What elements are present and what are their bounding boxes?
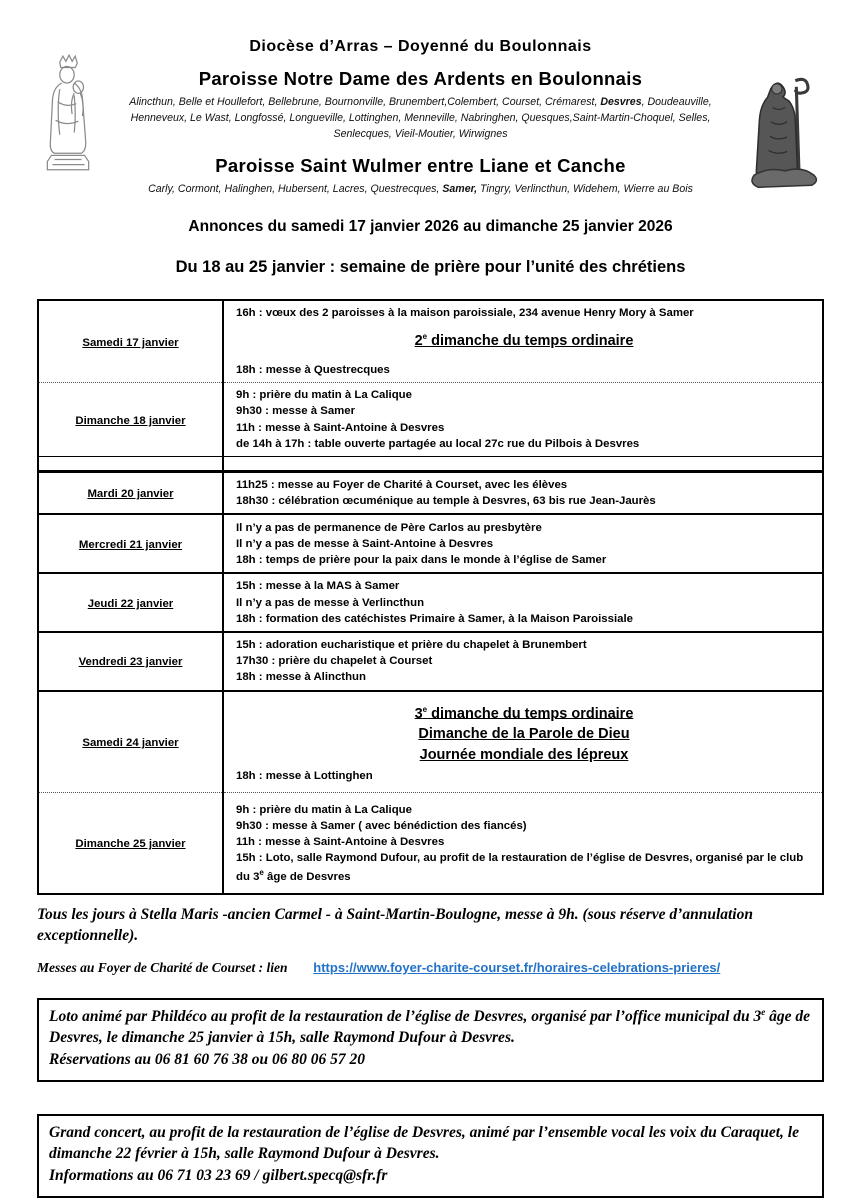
text-segment: 18h : formation des catéchistes Primaire à Samer, à la Maison Paroissiale: [236, 612, 633, 625]
date-label: Samedi 17 janvier: [82, 336, 179, 349]
text-segment: Il n’y a pas de messe à Verlincthun: [236, 596, 425, 609]
table-row: [38, 793, 823, 894]
header: [37, 30, 824, 201]
stella-maris-note: Tous les jours à Stella Maris -ancien Carmel - à Saint-Martin-Boulogne, messe à 9h. (sous réserve d’annulation exceptionnelle).: [37, 905, 753, 944]
announcements-title: Annonces du samedi 17 janvier 2026 au dimanche 25 janvier 2026: [188, 218, 673, 235]
unity-week-title: Du 18 au 25 janvier : semaine de prière pour l’unité des chrétiens: [175, 258, 686, 276]
header-text-block: [99, 30, 742, 198]
liturgical-heading: [236, 705, 812, 722]
events-cell: [223, 691, 823, 793]
schedule-table: [37, 299, 824, 895]
courset-masses-label: Messes au Foyer de Charité de Courset : lien: [37, 959, 288, 975]
text-segment: Loto animé par Phildéco au profit de la restauration de l’église de Desvres, organisé par l’office municipal du 3: [49, 1007, 762, 1025]
event-line: [236, 493, 812, 509]
text-segment: Il n’y a pas de messe à Saint-Antoine à Desvres: [236, 537, 494, 550]
event-line: [236, 536, 812, 552]
text-segment: 9h : prière du matin à La Calique: [236, 803, 412, 816]
text-segment: 11h : messe à Saint-Antoine à Desvres: [236, 421, 445, 434]
text-segment: 16h : vœux des 2 paroisses à la maison paroissiale, 234 avenue Henry Mory à Samer: [236, 307, 694, 319]
parish2-name: Paroisse Saint Wulmer entre Liane et Canche: [215, 154, 626, 176]
text-segment: 2: [414, 333, 423, 350]
parish1-name: Paroisse Notre Dame des Ardents en Boulonnais: [198, 68, 643, 89]
superscript-text: e: [422, 704, 428, 714]
text-segment: 11h : messe à Saint-Antoine à Desvres: [236, 836, 445, 849]
text-segment: 11h25 : messe au Foyer de Charité à Courset, avec les élèves: [236, 478, 568, 491]
text-segment: 18h30 : célébration œcuménique au temple à Desvres, 63 bis rue Jean-Jaurès: [236, 495, 656, 508]
event-line: [236, 669, 812, 685]
text-segment: Grand concert, au profit de la restauration de l’église de Desvres, animé par l’ensemble vocal les voix du Caraquet, le dimanche 22 février à 15h, salle Raymond Dufour à Desvres.: [49, 1124, 799, 1163]
superscript-text: e: [259, 867, 264, 877]
events-cell: [223, 573, 823, 632]
saint-wulmer-statue-image: [742, 72, 824, 201]
event-line: [236, 305, 812, 321]
event-line: [236, 552, 812, 568]
text-segment: dimanche du temps ordinaire: [427, 333, 634, 350]
event-line: [236, 362, 812, 378]
text-segment: 18h : messe à Lottinghen: [236, 770, 373, 783]
text-segment: âge de Desvres: [263, 870, 351, 883]
table-row: [38, 383, 823, 457]
events-cell: [223, 793, 823, 894]
text-segment: Journée mondiale des lépreux: [419, 747, 629, 764]
superscript-text: e: [761, 1006, 766, 1017]
diocese-title: Diocèse d’Arras – Doyenné du Boulonnais: [249, 38, 592, 55]
event-line: [236, 520, 812, 536]
event-line: [236, 834, 812, 850]
date-cell: [38, 514, 223, 573]
event-line: [236, 818, 812, 834]
text-segment: 15h : messe à la MAS à Samer: [236, 580, 400, 593]
text-segment: Dimanche de la Parole de Dieu: [418, 726, 630, 743]
date-label: Mardi 20 janvier: [87, 488, 174, 501]
superscript-text: e: [422, 332, 428, 342]
event-line: [236, 595, 812, 611]
courset-schedule-link[interactable]: https://www.foyer-charite-courset.fr/horaires-celebrations-prieres/: [313, 959, 721, 975]
text-segment: Il n’y a pas de permanence de Père Carlos au presbytère: [236, 521, 542, 534]
parish1-villages: Alincthun, Belle et Houllefort, Bellebrune, Bournonville, Brunembert,Colembert, Courset, Crémarest, Desvres, Doudeauville, Henneveux, Le Wast, Longfossé, Longueville, Lottinghen, Menneville, Nabringhen, Quesques,Saint-Martin-Choquel, Selles, Senlecques, Vieil-Moutier, Wirwignes: [129, 96, 712, 140]
date-label: Mercredi 21 janvier: [78, 538, 183, 551]
event-line: [236, 850, 812, 884]
date-cell: [38, 573, 223, 632]
date-cell: [38, 456, 223, 471]
text-segment: dimanche du temps ordinaire: [427, 705, 634, 722]
events-cell: [223, 456, 823, 471]
loto-announcement-box: [37, 998, 824, 1082]
text-segment: âge de Desvres, le dimanche 25 janvier à 15h, salle Raymond Dufour à Desvres.: [49, 1007, 811, 1047]
text-segment: 17h30 : prière du chapelet à Courset: [236, 655, 433, 668]
parish2-villages: Carly, Cormont, Halinghen, Hubersent, Lacres, Questrecques, Samer, Tingry, Verlincthun, Widehem, Wierre au Bois: [148, 182, 693, 195]
event-line: [236, 768, 812, 784]
event-line: [236, 637, 812, 653]
table-row: [38, 471, 823, 514]
table-row: [38, 632, 823, 691]
loto-reservations: Réservations au 06 81 60 76 38 ou 06 80 06 57 20: [49, 1050, 366, 1068]
event-line: [236, 403, 812, 419]
table-row: [38, 691, 823, 793]
event-line: [236, 477, 812, 493]
table-row: [38, 300, 823, 383]
liturgical-heading: [236, 332, 812, 349]
date-cell: [38, 691, 223, 793]
text-segment: 18h : temps de prière pour la paix dans le monde à l’église de Samer: [236, 553, 607, 566]
courset-masses-line: [37, 960, 824, 976]
text-segment: 9h30 : messe à Samer ( avec bénédiction des fiancés): [236, 819, 527, 832]
table-row: [38, 456, 823, 471]
events-cell: [223, 514, 823, 573]
events-cell: [223, 300, 823, 383]
date-cell: [38, 300, 223, 383]
date-label: Vendredi 23 janvier: [78, 656, 183, 669]
events-cell: [223, 383, 823, 457]
date-cell: [38, 471, 223, 514]
date-cell: [38, 632, 223, 691]
text-segment: de 14h à 17h : table ouverte partagée au local 27c rue du Pilbois à Desvres: [236, 437, 640, 450]
liturgical-heading: [236, 726, 812, 742]
event-line: [236, 611, 812, 627]
date-label: Jeudi 22 janvier: [87, 597, 174, 610]
events-cell: [223, 632, 823, 691]
event-line: [236, 802, 812, 818]
concert-informations: Informations au 06 71 03 23 69 / gilbert.specq@sfr.fr: [49, 1166, 388, 1184]
date-cell: [38, 793, 223, 894]
event-line: [236, 436, 812, 452]
concert-paragraph: [49, 1122, 812, 1165]
date-cell: [38, 383, 223, 457]
date-label: Samedi 24 janvier: [82, 737, 179, 750]
date-label: Dimanche 18 janvier: [75, 414, 186, 427]
date-label: Dimanche 25 janvier: [75, 838, 186, 851]
event-line: [236, 578, 812, 594]
event-line: [236, 653, 812, 669]
table-row: [38, 514, 823, 573]
text-segment: 3: [414, 705, 423, 722]
event-line: [236, 420, 812, 436]
events-cell: [223, 471, 823, 514]
liturgical-heading: [236, 747, 812, 763]
text-segment: 15h : adoration eucharistique et prière du chapelet à Brunembert: [236, 639, 587, 652]
text-segment: 15h : Loto, salle Raymond Dufour, au profit de la restauration de l’église de Desvres, organisé par le club du 3: [236, 852, 804, 883]
text-segment: 9h : prière du matin à La Calique: [236, 389, 412, 402]
text-segment: 18h : messe à Questrecques: [236, 364, 390, 377]
text-segment: 9h30 : messe à Samer: [236, 405, 356, 418]
event-line: [236, 387, 812, 403]
madonna-statue-image: [37, 52, 99, 181]
text-segment: 18h : messe à Alincthun: [236, 671, 366, 684]
concert-announcement-box: [37, 1114, 824, 1198]
table-row: [38, 573, 823, 632]
loto-paragraph: [49, 1006, 812, 1049]
